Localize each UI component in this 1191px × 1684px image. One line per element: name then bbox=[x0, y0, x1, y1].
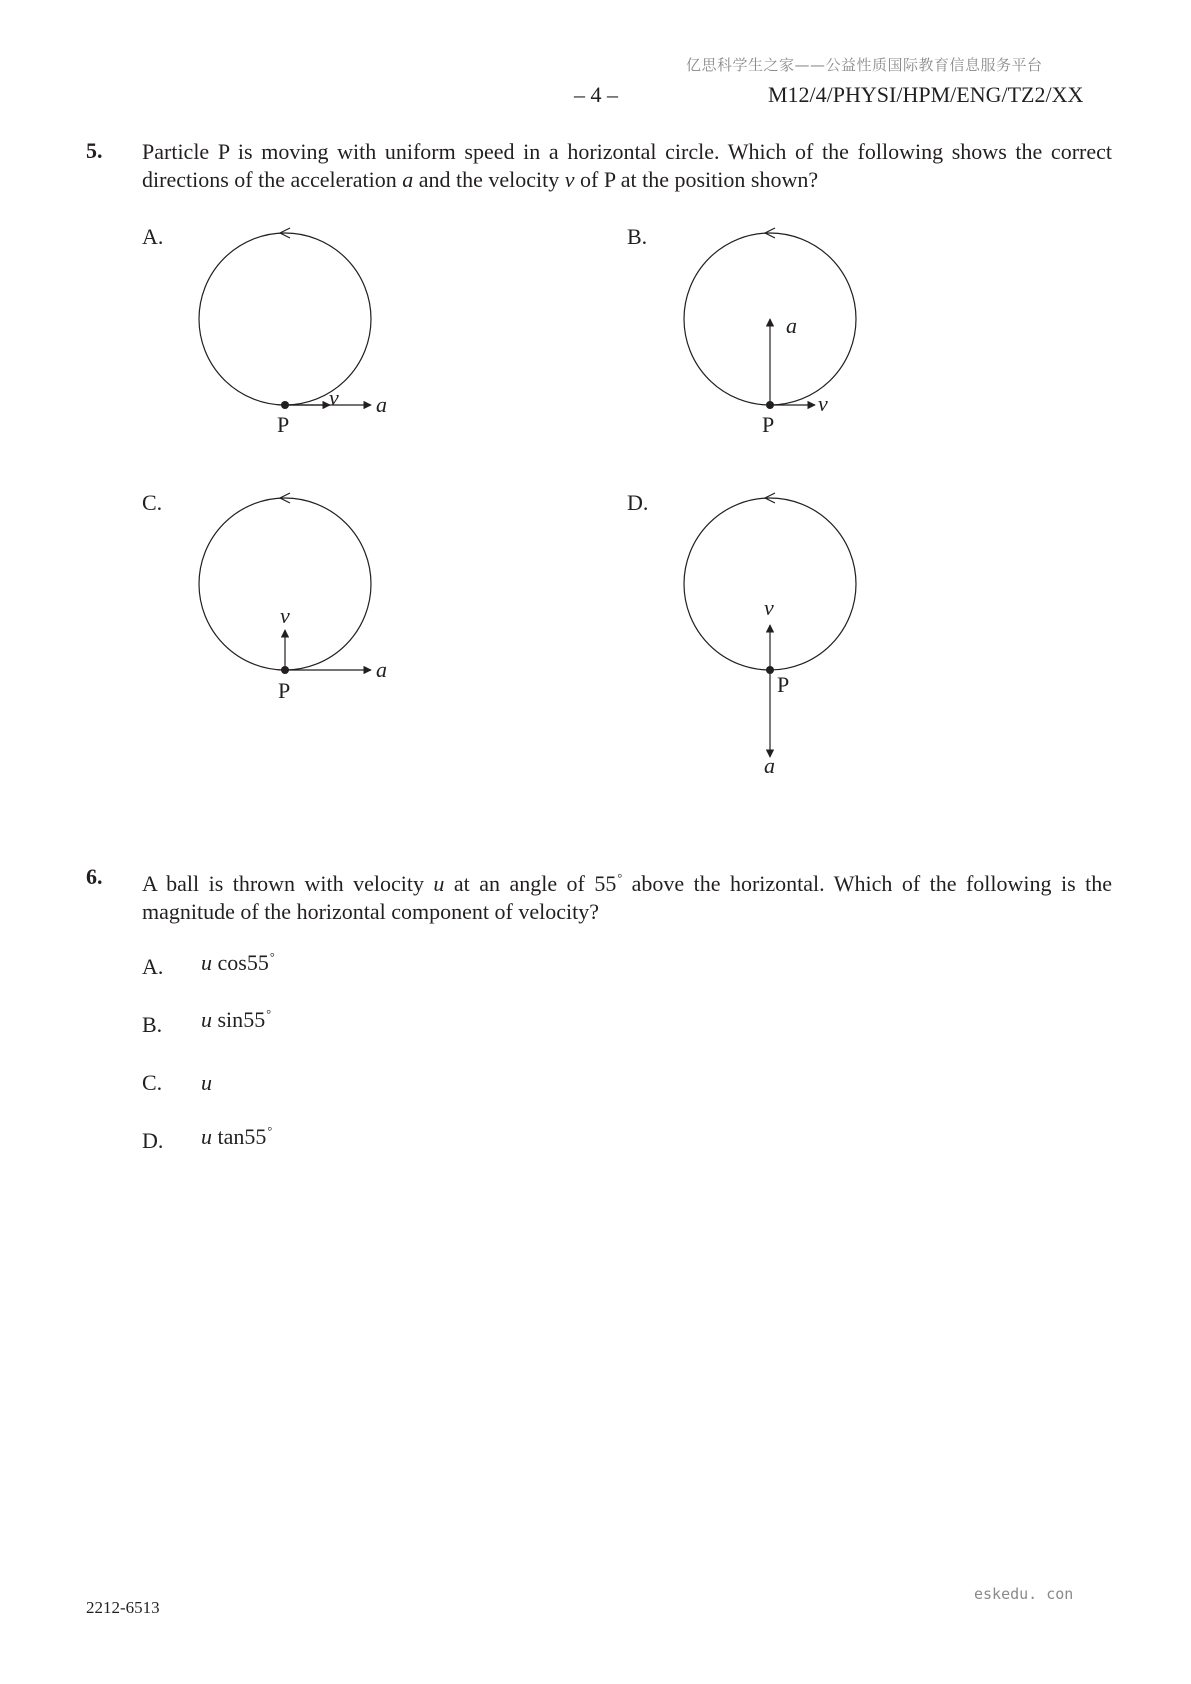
page-number: – 4 – bbox=[574, 82, 618, 107]
question-6-number: 6. bbox=[86, 864, 103, 889]
question-5-text: Particle P is moving with uniform speed in a horizontal circle. Which of the following shows the correct directions of the acceleration a and the velocity v of P at the position shown? bbox=[142, 139, 1112, 192]
particle-point bbox=[766, 666, 774, 674]
velocity-label: v bbox=[329, 385, 339, 410]
particle-point bbox=[281, 401, 289, 409]
footer-code: 2212-6513 bbox=[86, 1598, 160, 1617]
particle-point bbox=[281, 666, 289, 674]
q6-option-d-answer: u tan55° bbox=[201, 1124, 273, 1149]
velocity-label: v bbox=[764, 595, 774, 620]
circle-path bbox=[199, 233, 371, 405]
acceleration-label: a bbox=[764, 753, 775, 778]
diagram-option-b bbox=[684, 228, 856, 437]
q6-option-c-label: C. bbox=[142, 1070, 163, 1095]
exam-code: M12/4/PHYSI/HPM/ENG/TZ2/XX bbox=[768, 82, 1084, 107]
point-label: P bbox=[777, 672, 790, 697]
q6-option-b-answer: u sin55° bbox=[201, 1007, 271, 1032]
point-label: P bbox=[278, 678, 291, 703]
question-6-text: A ball is thrown with velocity u at an angle of 55° above the horizontal. Which of the following is the magnitude of the horizontal component of velocity? bbox=[142, 871, 1112, 924]
diagram-option-a bbox=[199, 228, 387, 437]
particle-point bbox=[766, 401, 774, 409]
q6-option-d-label: D. bbox=[142, 1128, 164, 1153]
q5-option-d-label: D. bbox=[627, 490, 649, 515]
acceleration-label: a bbox=[786, 313, 797, 338]
point-label: P bbox=[277, 412, 290, 437]
q6-option-a-answer: u cos55° bbox=[201, 950, 275, 975]
q5-option-b-label: B. bbox=[627, 224, 648, 249]
point-label: P bbox=[762, 412, 775, 437]
watermark-footer: eskedu. con bbox=[974, 1585, 1074, 1603]
question-5-number: 5. bbox=[86, 138, 103, 163]
velocity-label: v bbox=[280, 603, 290, 628]
diagram-option-c bbox=[199, 493, 387, 703]
q6-option-c-answer: u bbox=[201, 1070, 212, 1095]
diagram-option-d bbox=[684, 493, 856, 778]
q6-option-b-label: B. bbox=[142, 1012, 163, 1037]
q5-option-c-label: C. bbox=[142, 490, 163, 515]
q5-option-a-label: A. bbox=[142, 224, 164, 249]
watermark-header: 亿思科学生之家——公益性质国际教育信息服务平台 bbox=[686, 56, 1043, 74]
acceleration-label: a bbox=[376, 392, 387, 417]
q6-option-a-label: A. bbox=[142, 954, 164, 979]
acceleration-label: a bbox=[376, 657, 387, 682]
velocity-label: v bbox=[818, 391, 828, 416]
